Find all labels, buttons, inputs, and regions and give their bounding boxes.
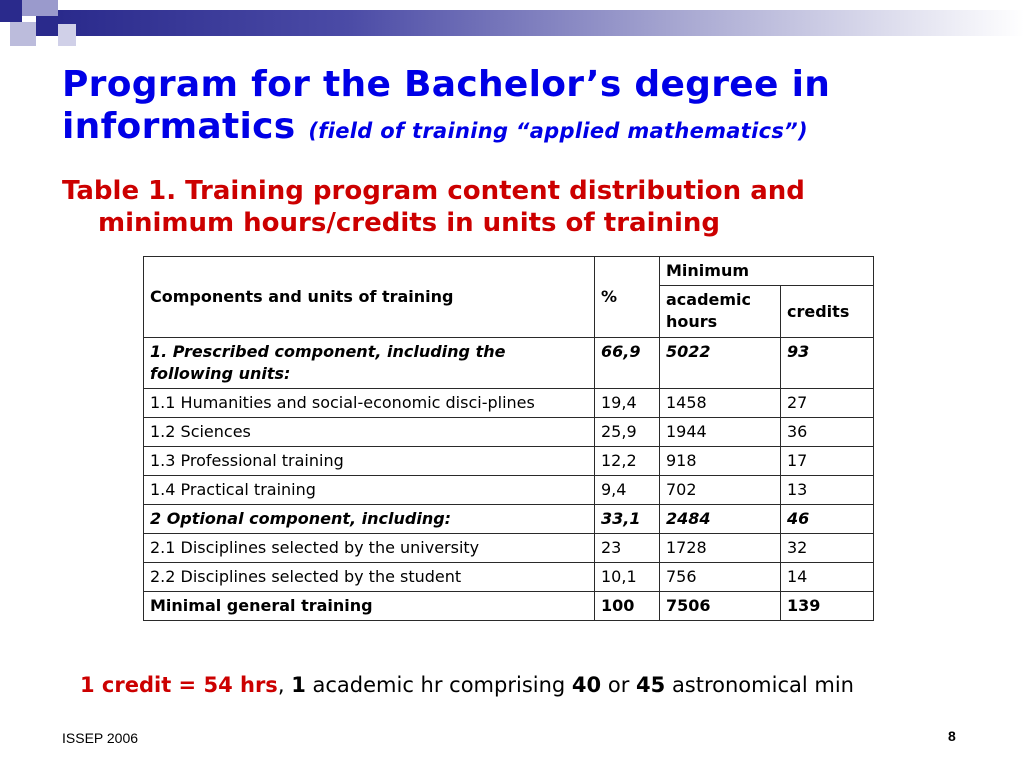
row-credits: 14 — [781, 563, 874, 592]
decor-square — [22, 0, 58, 16]
title-subtitle: (field of training “applied mathematics”) — [308, 119, 808, 143]
row-percent: 9,4 — [595, 476, 660, 505]
decor-square — [10, 22, 36, 46]
header-minimum: Minimum — [660, 257, 874, 286]
table-row — [144, 338, 874, 389]
note-credit-equation: 1 credit = 54 hrs — [80, 673, 278, 697]
header-percent: % — [595, 257, 660, 338]
row-credits: 13 — [781, 476, 874, 505]
row-name: 1.4 Practical training — [144, 476, 595, 505]
table-row — [144, 563, 874, 592]
row-name: 1.3 Professional training — [144, 447, 595, 476]
note-text: astronomical min — [671, 673, 854, 697]
row-credits: 46 — [781, 505, 874, 534]
header-gradient-bar — [58, 10, 1024, 36]
row-credits: 32 — [781, 534, 874, 563]
decor-square — [36, 16, 58, 36]
training-program-table — [143, 256, 874, 621]
table-row — [144, 505, 874, 534]
table-row — [144, 389, 874, 418]
caption-line1: Table 1. Training program content distribution and — [62, 176, 805, 206]
row-name: 2.2 Disciplines selected by the student — [144, 563, 595, 592]
row-hours: 918 — [660, 447, 781, 476]
note-number: 45 — [636, 673, 666, 697]
row-hours: 1728 — [660, 534, 781, 563]
note-text: or — [607, 673, 630, 697]
title-line2: informatics — [62, 106, 296, 147]
page-number: 8 — [948, 728, 956, 744]
table-row — [144, 592, 874, 621]
row-name: 1.2 Sciences — [144, 418, 595, 447]
table-row — [144, 447, 874, 476]
caption-line2: minimum hours/credits in units of training — [98, 208, 721, 238]
row-percent: 19,4 — [595, 389, 660, 418]
header-credits: credits — [781, 286, 874, 338]
row-percent: 12,2 — [595, 447, 660, 476]
table-header-row — [144, 257, 874, 286]
row-percent: 33,1 — [595, 505, 660, 534]
note-text: academic hr comprising — [312, 673, 566, 697]
note-comma: , — [277, 673, 285, 697]
footer-text: ISSEP 2006 — [62, 730, 139, 746]
row-percent: 66,9 — [595, 338, 660, 389]
row-hours: 7506 — [660, 592, 781, 621]
row-hours: 1458 — [660, 389, 781, 418]
row-hours: 2484 — [660, 505, 781, 534]
table-row — [144, 418, 874, 447]
row-hours: 1944 — [660, 418, 781, 447]
row-hours: 756 — [660, 563, 781, 592]
note-number: 40 — [571, 673, 602, 697]
table-caption — [62, 175, 942, 239]
row-percent: 10,1 — [595, 563, 660, 592]
row-name: 2 Optional component, including: — [144, 505, 595, 534]
row-name: 2.1 Disciplines selected by the university — [144, 534, 595, 563]
row-credits: 27 — [781, 389, 874, 418]
decor-square — [0, 0, 22, 22]
row-hours: 702 — [660, 476, 781, 505]
row-name: 1. Prescribed component, including the following units: — [144, 338, 595, 389]
slide-title — [62, 64, 962, 152]
table-row — [144, 534, 874, 563]
credit-note — [80, 673, 854, 697]
header-academic-hours: academic hours — [660, 286, 781, 338]
row-credits: 93 — [781, 338, 874, 389]
decor-square — [58, 24, 76, 46]
row-credits: 17 — [781, 447, 874, 476]
row-credits: 139 — [781, 592, 874, 621]
row-percent: 23 — [595, 534, 660, 563]
table-row — [144, 476, 874, 505]
row-hours: 5022 — [660, 338, 781, 389]
row-credits: 36 — [781, 418, 874, 447]
row-name: 1.1 Humanities and social-economic disci-plines — [144, 389, 595, 418]
row-percent: 100 — [595, 592, 660, 621]
title-line1: Program for the Bachelor’s degree in — [62, 64, 831, 105]
decor-square — [36, 36, 58, 56]
header-components: Components and units of training — [144, 257, 595, 338]
note-number: 1 — [291, 673, 306, 697]
row-percent: 25,9 — [595, 418, 660, 447]
row-name: Minimal general training — [144, 592, 595, 621]
